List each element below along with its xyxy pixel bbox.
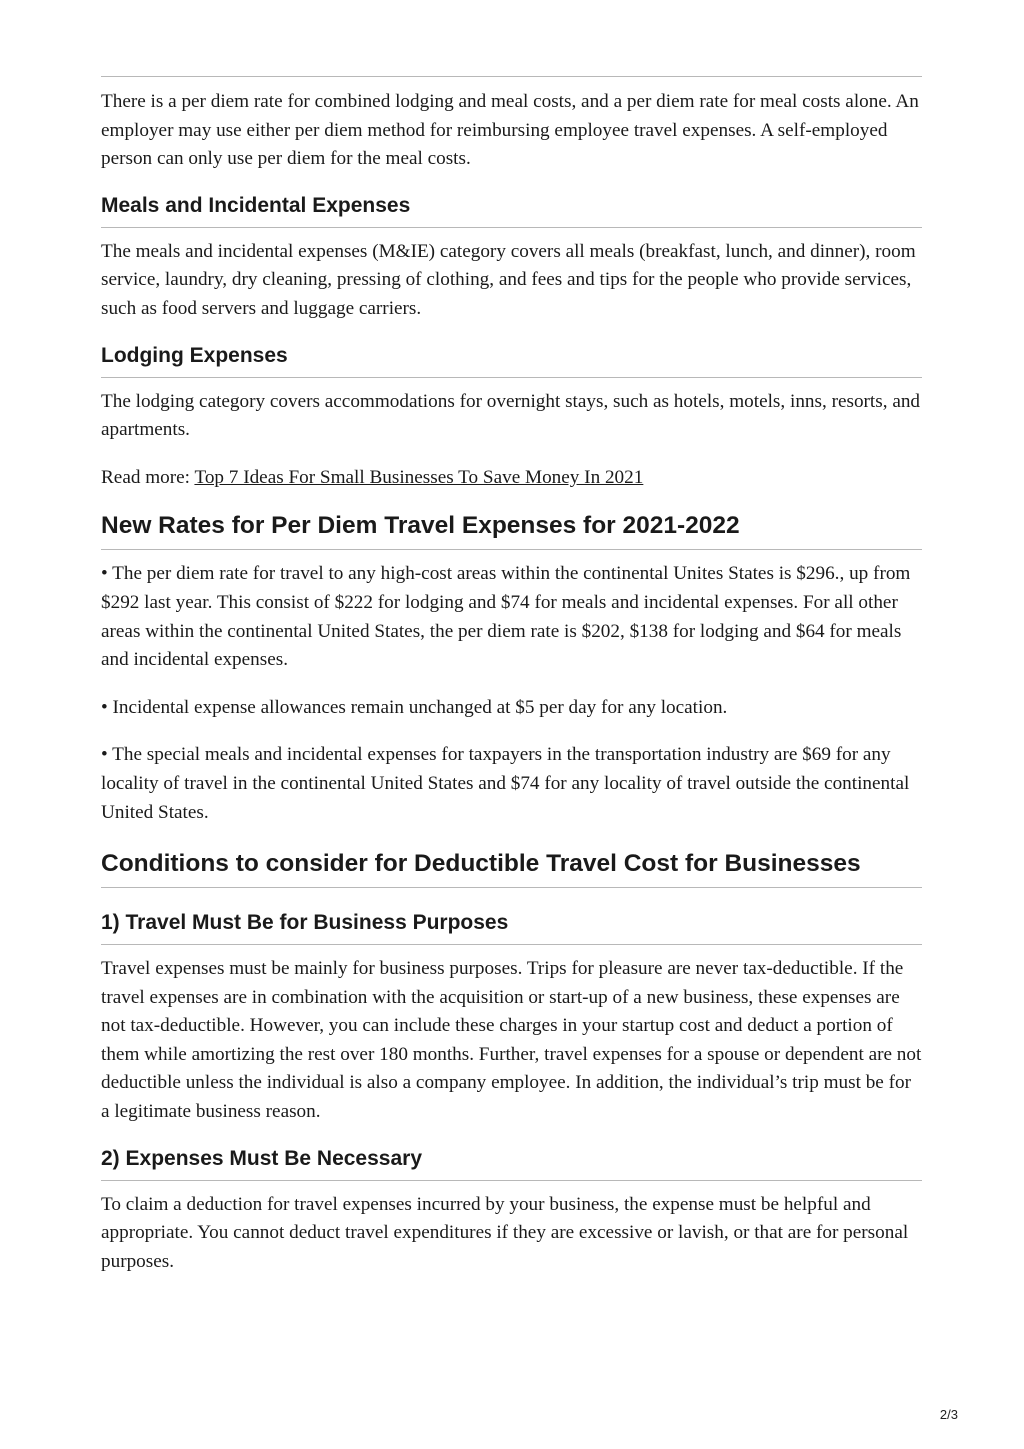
conditions-heading: Conditions to consider for Deductible Travel Cost for Businesses <box>101 849 922 888</box>
condition-2-paragraph: To claim a deduction for travel expenses incurred by your business, the expense must be helpful and appropriate. You cannot deduct travel expenditures if they are excessive or lavish, or that are for personal purposes. <box>101 1193 909 1272</box>
rates-bullet-1: • The per diem rate for travel to any high-cost areas within the continental Unites States is $296., up from $292 last year. This consist of $222 for lodging and $74 for meals and incidental expenses. For all other areas within the continental United States, the per diem rate is $202, $138 for lodging and $64 for meals and incidental expenses. <box>101 563 911 671</box>
condition-2-heading: 2) Expenses Must Be Necessary <box>101 1146 922 1181</box>
read-more-prefix: Read more: <box>101 466 195 488</box>
lodging-paragraph: The lodging category covers accommodations for overnight stays, such as hotels, motels, inns, resorts, and apartments. <box>101 390 921 441</box>
lodging-heading: Lodging Expenses <box>101 343 922 378</box>
meals-paragraph: The meals and incidental expenses (M&IE) category covers all meals (breakfast, lunch, and dinner), room service, laundry, dry cleaning, pressing of clothing, and fees and tips for the people who provide services, such as food servers and luggage carriers. <box>101 240 916 319</box>
rates-bullet-2: • Incidental expense allowances remain unchanged at $5 per day for any location. <box>101 696 728 718</box>
intro-paragraph: There is a per diem rate for combined lodging and meal costs, and a per diem rate for meal costs alone. An employer may use either per diem method for reimbursing employee travel expenses. A self-employed person can only use per diem for the meal costs. <box>101 91 919 170</box>
read-more <box>101 464 922 493</box>
condition-1-heading: 1) Travel Must Be for Business Purposes <box>101 910 922 945</box>
top-divider <box>101 76 922 77</box>
condition-1-paragraph: Travel expenses must be mainly for business purposes. Trips for pleasure are never tax-deductible. If the travel expenses are in combination with the acquisition or start-up of a new business, these expenses are not tax-deductible. However, you can include these charges in your startup cost and deduct a portion of them while amortizing the rest over 180 months. Further, travel expenses for a spouse or dependent are not deductible unless the individual is also a company employee. In addition, the individual’s trip must be for a legitimate business reason. <box>101 958 922 1123</box>
read-more-link[interactable]: Top 7 Ideas For Small Businesses To Save Money In 2021 <box>194 466 644 488</box>
page-number: 2/3 <box>939 1407 958 1422</box>
rates-bullet-3: • The special meals and incidental expenses for taxpayers in the transportation industry are $69 for any locality of travel in the continental United States and $74 for any locality of travel outside the continental United States. <box>101 744 910 823</box>
meals-heading: Meals and Incidental Expenses <box>101 193 922 228</box>
article-body <box>101 76 922 1295</box>
rates-heading: New Rates for Per Diem Travel Expenses for 2021-2022 <box>101 511 922 550</box>
